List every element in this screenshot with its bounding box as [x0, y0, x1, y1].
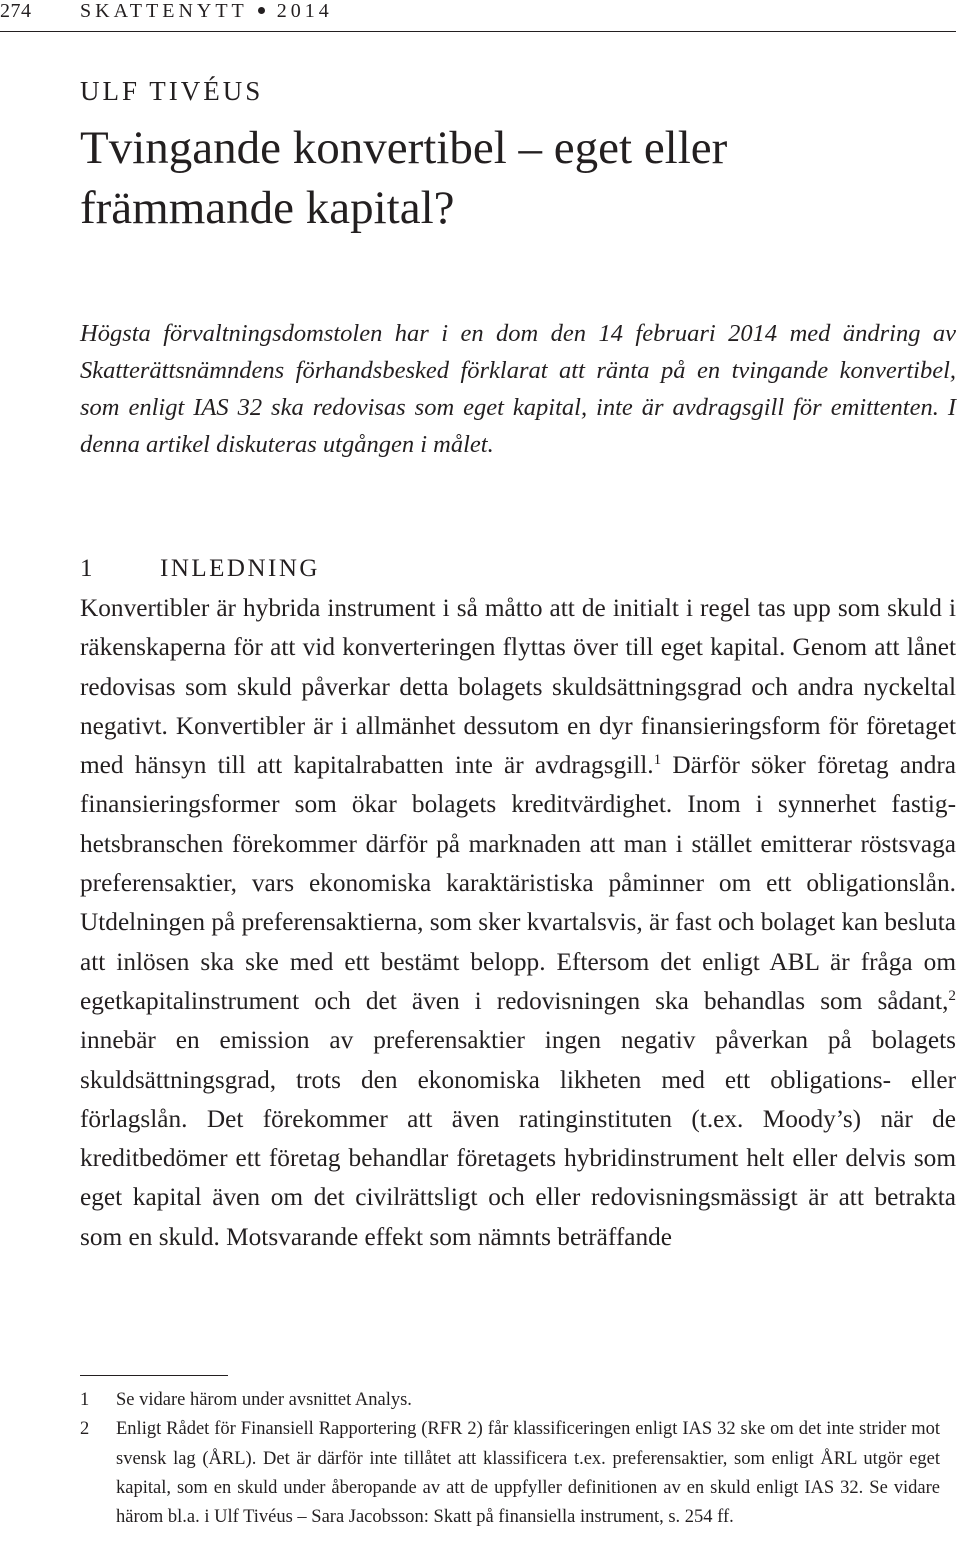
footnote-text: Se vidare härom under avsnittet Analys.	[116, 1390, 412, 1410]
page-number: 274	[0, 0, 32, 22]
title-line-2: främmande kapital?	[80, 182, 455, 234]
article-title	[80, 118, 940, 238]
section-heading	[80, 555, 320, 583]
body-text-part-2: Därför söker företag andra finansieringsformer som ökar bolagets kreditvärdighet. Inom i synnerhet fastighetsbranschen förekommer därför på marknaden att man i stället emitterar röstsvaga preferensaktier, vars ekonomiska karaktäristiska påminner om ett obligationslån. Utdelningen på preferensaktierna, som sker kvartalsvis, är fast och bolaget kan besluta att inlösen ska ske med ett bestämt belopp. Eftersom det enligt ABL är fråga om egetkapitalinstrument och det även i redovisningen ska behandlas som sådant,	[80, 751, 956, 1015]
body-paragraph	[80, 589, 956, 1257]
footnote-ref-1[interactable]: 1	[653, 751, 662, 769]
journal-name: SKATTENYTT	[80, 0, 248, 22]
section-title: INLEDNING	[160, 555, 320, 582]
footnote-number: 1	[80, 1390, 90, 1410]
body-text-part-1: Konvertibler är hybrida instrument i så måtto att de initialt i regel tas upp som skuld i räkenskaperna för att vid konverteringen flyttas över till eget kapital. Genom att lånet redovisas som skuld påverkar detta bolagets skuldsättningsgrad och andra nyckeltal negativt. Konvertibler är i allmänhet dessutom en dyr finansieringsform för företaget med hänsyn till att kapitalrabatten inte är avdragsgill.	[80, 594, 956, 780]
footnote-2	[80, 1415, 940, 1532]
footnote-number: 2	[80, 1419, 90, 1440]
footnotes	[80, 1386, 940, 1532]
title-line-1: Tvingande konvertibel – eget eller	[80, 122, 728, 174]
body-text-part-3: innebär en emission av preferensaktier ingen negativ påverkan på bolagets skuldsättningsgrad, trots den ekonomiska likheten med ett obligations- eller förlagslån. Det förekommer att även ratinginstituten (t.ex. Moody’s) när de kreditbedömer ett företag behandlar företagets hybridinstrument helt eller delvis som eget kapital även om det civilrättsligt och eller redovisningsmässigt är att betrakta som en skuld. Motsvarande effekt som nämnts beträffande	[80, 1026, 956, 1251]
header-rule	[0, 31, 956, 32]
footnote-rule	[80, 1375, 228, 1376]
running-head	[80, 0, 333, 23]
article-abstract: Högsta förvaltningsdomstolen har i en dom den 14 februari 2014 med ändring av Skatterättsnämndens förhandsbesked förklarat att ränta på en tvingande konvertibel, som enligt IAS 32 ska redovisas som eget kapital, inte är avdragsgill för emittenten. I denna artikel diskuteras utgången i målet.	[80, 320, 956, 458]
footnote-1	[80, 1386, 940, 1415]
bullet-separator-icon	[258, 7, 265, 14]
footnote-text: Enligt Rådet för Finansiell Rapportering (RFR 2) får klassificeringen enligt IAS 32 ske om det inte strider mot svensk lag (ÅRL). Det är därför inte tillåtet att klassificera t.ex. preferensaktier, som enligt ÅRL utgör eget kapital, som en skuld under åberopande av att de uppfyller definitionen av en skuld enligt IAS 32. Se vidare härom bl.a. i Ulf Tivéus – Sara Jacobsson: Skatt på finansiella instrument, s. 254 ff.	[116, 1419, 940, 1528]
running-header	[0, 0, 960, 34]
section-number: 1	[80, 555, 95, 582]
footnote-ref-2[interactable]: 2	[948, 986, 956, 1004]
author-name: ULF TIVÉUS	[80, 76, 264, 106]
journal-year: 2014	[276, 0, 333, 22]
